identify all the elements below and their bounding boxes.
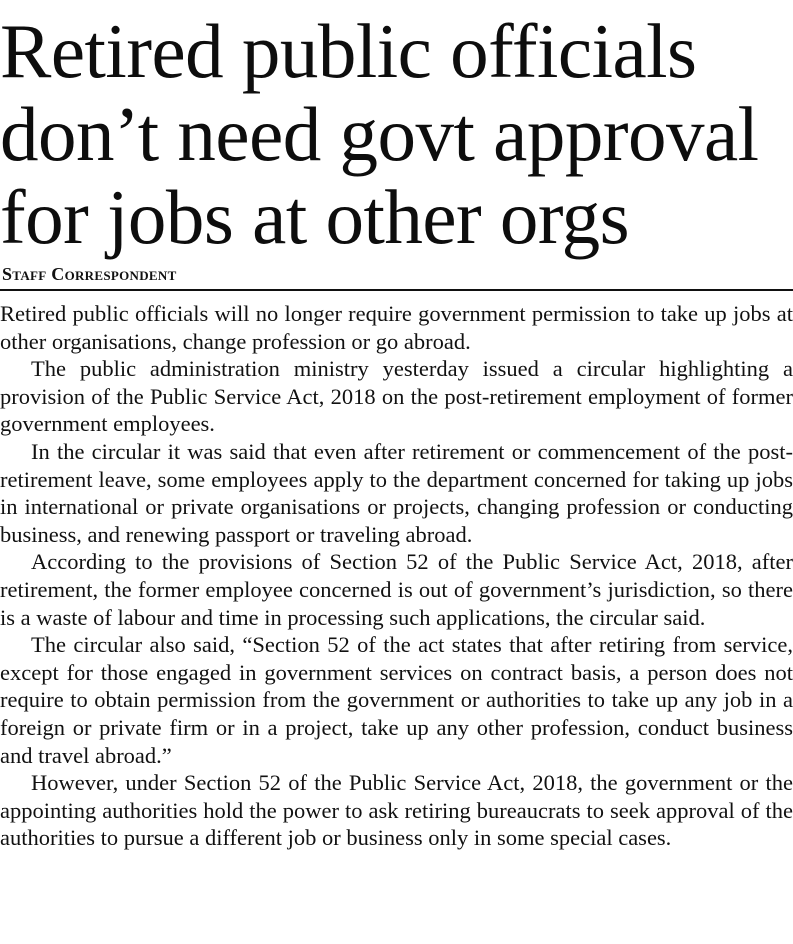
headline-line: don’t need govt approval [0,91,759,177]
article-paragraph: The public administration ministry yesterday issued a circular highlighting a provision of the Public Service Act, 2018 on the post-retirement employment of former government employees. [0,356,793,437]
headline-line: for jobs at other orgs [0,174,630,260]
byline: Staff Correspondent [2,264,177,284]
article-paragraph: The circular also said, “Section 52 of the act states that after retiring from service, except for those engaged in government services on contract basis, a person does not require to obtain permission from the government or authorities to take up any job in a foreign or private firm or in a project, take up any other profession, conduct business and travel abroad.” [0,632,793,768]
article-paragraph: Retired public officials will no longer require government permission to take up jobs at other organisations, change profession or go abroad. [0,301,793,354]
article-paragraph: According to the provisions of Section 52 of the Public Service Act, 2018, after retirement, the former employee concerned is out of government’s jurisdiction, so there is a waste of labour and time in processing such applications, the circular said. [0,549,793,630]
article-paragraph: In the circular it was said that even after retirement or commencement of the post-retirement leave, some employees apply to the department concerned for taking up jobs in international or private organisations or projects, changing profession or conducting business, and renewing passport or traveling abroad. [0,438,793,547]
headline [0,0,793,259]
byline-divider [0,289,793,291]
article-paragraph: However, under Section 52 of the Public Service Act, 2018, the government or the appointing authorities hold the power to ask retiring bureaucrats to seek approval of the authorities to pursue a different job or business only in some special cases. [0,770,793,851]
headline-line: Retired public officials [0,8,697,94]
article-body [0,300,793,852]
